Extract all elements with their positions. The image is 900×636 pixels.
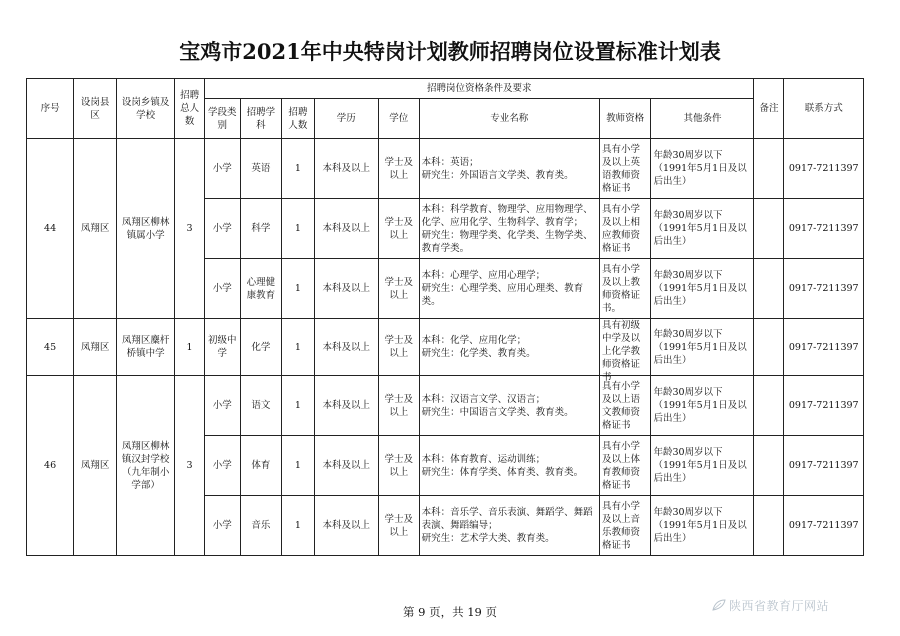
cert-cell: 具有小学及以上英语教师资格证书 [599, 139, 651, 199]
header-county: 设岗县区 [74, 79, 117, 139]
education-cell: 本科及以上 [314, 199, 378, 259]
stage-cell: 小学 [205, 436, 240, 496]
degree-cell: 学士及以上 [378, 319, 419, 376]
county-cell: 凤翔区 [74, 139, 117, 319]
count-cell: 1 [282, 496, 314, 556]
contact-cell: 0917-7211397 [784, 436, 864, 496]
header-cert: 教师资格 [599, 99, 651, 139]
page-footer: 第 9 页，共 19 页 [402, 605, 498, 619]
stage-cell: 初级中学 [205, 319, 240, 376]
school-cell: 凤翔区柳林镇汉封学校（九年制小学部） [117, 376, 175, 556]
other-cell: 年龄30周岁以下（1991年5月1日及以后出生） [651, 436, 754, 496]
education-cell: 本科及以上 [314, 376, 378, 436]
cert-cell: 具有小学及以上体育教师资格证书 [599, 436, 651, 496]
subject-cell: 英语 [240, 139, 282, 199]
total-cell: 3 [175, 376, 205, 556]
subject-cell: 心理健康教育 [240, 259, 282, 319]
remark-cell [754, 376, 784, 436]
major-cell: 本科：心理学、应用心理学； 研究生：心理学类、应用心理类、教育类。 [419, 259, 599, 319]
education-cell: 本科及以上 [314, 259, 378, 319]
header-remark: 备注 [754, 79, 784, 139]
remark-cell [754, 199, 784, 259]
contact-cell: 0917-7211397 [784, 139, 864, 199]
other-cell: 年龄30周岁以下（1991年5月1日及以后出生） [651, 376, 754, 436]
count-cell: 1 [282, 259, 314, 319]
stage-cell: 小学 [205, 139, 240, 199]
remark-cell [754, 139, 784, 199]
degree-cell: 学士及以上 [378, 139, 419, 199]
recruitment-table [26, 78, 864, 556]
county-cell: 凤翔区 [74, 319, 117, 376]
degree-cell: 学士及以上 [378, 376, 419, 436]
cert-cell: 具有小学及以上音乐教师资格证书 [599, 496, 651, 556]
header-count: 招聘人数 [282, 99, 314, 139]
cert-cell [599, 319, 651, 383]
contact-cell: 0917-7211397 [784, 376, 864, 436]
count-cell: 1 [282, 376, 314, 436]
stage-cell: 小学 [205, 259, 240, 319]
subject-cell: 音乐 [240, 496, 282, 556]
school-cell: 凤翔区柳林镇属小学 [117, 139, 175, 319]
major-cell: 本科：体育教育、运动训练； 研究生：体育学类、体育类、教育类。 [419, 436, 599, 496]
table-row [27, 139, 864, 199]
education-cell: 本科及以上 [314, 319, 378, 376]
cert-cell: 具有小学及以上语文教师资格证书 [599, 376, 651, 436]
count-cell: 1 [282, 436, 314, 496]
major-cell: 本科：英语； 研究生：外国语言文学类、教育类。 [419, 139, 599, 199]
other-cell: 年龄30周岁以下（1991年5月1日及以后出生） [651, 199, 754, 259]
contact-cell: 0917-7211397 [784, 199, 864, 259]
remark-cell [754, 436, 784, 496]
leaf-icon [712, 599, 726, 614]
cert-cell: 具有小学及以上教师资格证书。 [599, 259, 651, 319]
remark-cell [754, 259, 784, 319]
header-school: 设岗乡镇及学校 [117, 79, 175, 139]
contact-cell: 0917-7211397 [784, 319, 864, 376]
cert-text: 具有初级中学及以上化学教师资格证书 [601, 320, 640, 383]
header-seq: 序号 [27, 79, 74, 139]
school-cell: 凤翔区麋杆桥镇中学 [117, 319, 175, 376]
major-cell: 本科：音乐学、音乐表演、舞蹈学、舞蹈表演、舞蹈编导； 研究生：艺术学大类、教育类。 [419, 496, 599, 556]
header-total: 招聘总人数 [175, 79, 205, 139]
county-cell: 凤翔区 [74, 376, 117, 556]
seq-cell: 44 [27, 139, 74, 319]
header-stage: 学段类别 [205, 99, 240, 139]
table-row [27, 376, 864, 436]
other-cell: 年龄30周岁以下（1991年5月1日及以后出生） [651, 319, 754, 376]
header-subject: 招聘学科 [240, 99, 282, 139]
other-cell: 年龄30周岁以下（1991年5月1日及以后出生） [651, 259, 754, 319]
subject-cell: 语文 [240, 376, 282, 436]
education-cell: 本科及以上 [314, 436, 378, 496]
other-cell: 年龄30周岁以下（1991年5月1日及以后出生） [651, 139, 754, 199]
subject-cell: 科学 [240, 199, 282, 259]
major-cell: 本科：科学教育、物理学、应用物理学、化学、应用化学、生物科学、教育学； 研究生：物理学类、化学类、生物学类、教育学类。 [419, 199, 599, 259]
header-education: 学历 [314, 99, 378, 139]
total-cell: 3 [175, 139, 205, 319]
stage-cell: 小学 [205, 199, 240, 259]
seq-cell: 46 [27, 376, 74, 556]
education-cell: 本科及以上 [314, 139, 378, 199]
subject-cell: 体育 [240, 436, 282, 496]
watermark-text: 陕西省教育厅网站 [729, 599, 830, 613]
remark-cell [754, 496, 784, 556]
other-cell: 年龄30周岁以下（1991年5月1日及以后出生） [651, 496, 754, 556]
degree-cell: 学士及以上 [378, 199, 419, 259]
major-cell: 本科：汉语言文学、汉语言； 研究生：中国语言文学类、教育类。 [419, 376, 599, 436]
count-cell: 1 [282, 139, 314, 199]
count-cell: 1 [282, 199, 314, 259]
subject-cell: 化学 [240, 319, 282, 376]
contact-cell: 0917-7211397 [784, 259, 864, 319]
stage-cell: 小学 [205, 376, 240, 436]
contact-cell: 0917-7211397 [784, 496, 864, 556]
watermark [712, 597, 829, 614]
table-row [27, 319, 864, 376]
header-degree: 学位 [378, 99, 419, 139]
cert-cell: 具有小学及以上相应教师资格证书 [599, 199, 651, 259]
total-cell: 1 [175, 319, 205, 376]
seq-cell: 45 [27, 319, 74, 376]
header-major: 专业名称 [419, 99, 599, 139]
education-cell: 本科及以上 [314, 496, 378, 556]
degree-cell: 学士及以上 [378, 496, 419, 556]
header-other: 其他条件 [651, 99, 754, 139]
stage-cell: 小学 [205, 496, 240, 556]
major-cell: 本科：化学、应用化学； 研究生：化学类、教育类。 [419, 319, 599, 376]
degree-cell: 学士及以上 [378, 259, 419, 319]
count-cell: 1 [282, 319, 314, 376]
remark-cell [754, 319, 784, 376]
page-title: 宝鸡市2021年中央特岗计划教师招聘岗位设置标准计划表 [179, 39, 721, 64]
header-group: 招聘岗位资格条件及要求 [205, 79, 754, 99]
degree-cell: 学士及以上 [378, 436, 419, 496]
header-contact: 联系方式 [784, 79, 864, 139]
